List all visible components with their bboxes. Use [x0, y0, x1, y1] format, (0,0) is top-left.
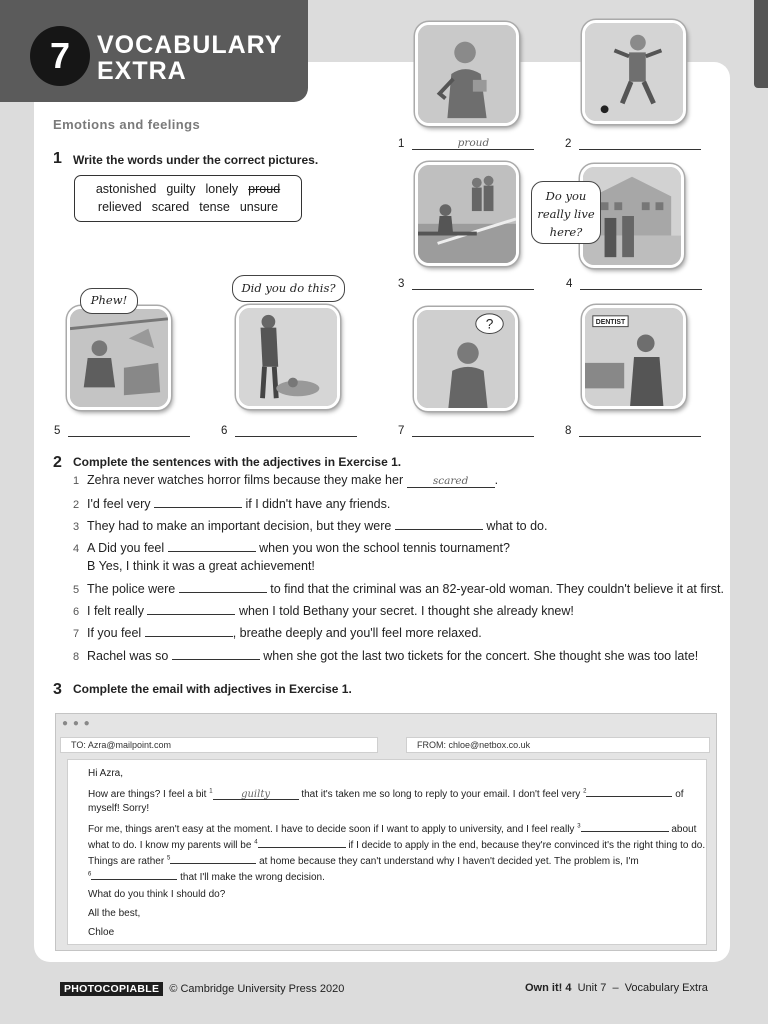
email-blank-3[interactable] — [581, 822, 669, 832]
email-sign-off: All the best, — [88, 908, 141, 919]
email-blank-1[interactable]: guilty — [213, 790, 299, 800]
email-line-4: what to do. I know my parents will be $^4$ if I decide to apply in the end, because they're convinced it's the right thing to do. — [88, 839, 706, 851]
answer-line-8[interactable] — [579, 424, 701, 437]
sentence-blank-8[interactable] — [172, 648, 260, 660]
picture-label-5: 5 — [54, 424, 190, 437]
word-bank-item: astonished — [95, 182, 157, 196]
exercise-2-number: 2 — [53, 454, 62, 471]
footer-section: Vocabulary Extra — [624, 982, 708, 994]
picture-2-scared-man-spider — [582, 20, 686, 124]
sentence-blank-4[interactable] — [168, 540, 256, 552]
speech-bubble-5: Phew! — [80, 288, 138, 314]
unit-header — [0, 0, 308, 102]
exercise-3-instruction: Complete the email with adjectives in Exercise 1. — [73, 682, 352, 696]
email-line-7: What do you think I should do? — [88, 889, 226, 900]
answer-line-6[interactable] — [235, 424, 357, 437]
answer-line-2[interactable] — [579, 137, 701, 150]
word-bank-item: unsure — [239, 200, 279, 214]
sentence-blank-2[interactable] — [154, 496, 242, 508]
word-bank-item: lonely — [205, 182, 239, 196]
picture-label-4: 4 — [566, 277, 702, 290]
email-blank-2[interactable] — [586, 787, 672, 797]
photocopiable-badge: PHOTOCOPIABLE — [60, 982, 163, 996]
sentence-blank-6[interactable] — [147, 603, 235, 615]
unit-title: VOCABULARY EXTRA — [97, 31, 283, 85]
sentence-1: 1 Zehra never watches horror films because they make her scared . — [73, 473, 499, 487]
word-bank-row-1 — [75, 180, 301, 198]
sentence-blank-7[interactable] — [145, 625, 233, 637]
unit-number-badge: 7 — [30, 26, 90, 86]
exercise-1-instruction: Write the words under the correct pictures. — [73, 153, 319, 167]
email-line-2: myself! Sorry! — [88, 803, 150, 814]
email-line-6: $^6$ that I'll make the wrong decision. — [88, 871, 325, 883]
email-line-3: For me, things aren't easy at the moment. I have to decide soon if I want to apply to university, and I feel really $^3$ about — [88, 823, 697, 835]
footer-left — [60, 982, 344, 996]
exercise-2-instruction: Complete the sentences with the adjectives in Exercise 1. — [73, 455, 402, 469]
email-blank-4[interactable] — [258, 838, 346, 848]
word-bank-item-used: proud — [248, 182, 281, 196]
sentence-8: 8 Rachel was so when she got the last two tickets for the concert. She thought she was too late! — [73, 649, 699, 663]
picture-8-tense-dentist — [582, 305, 686, 409]
email-to-field[interactable]: TO: Azra@mailpoint.com — [60, 737, 378, 753]
picture-5-relieved-boy — [67, 306, 171, 410]
picture-label-6: 6 — [221, 424, 357, 437]
answer-line-1[interactable]: proud — [412, 137, 534, 150]
exercise-1-number: 1 — [53, 150, 62, 167]
picture-label-3: 3 — [398, 277, 534, 290]
sentence-3: 3 They had to make an important decision, but they were what to do. — [73, 519, 548, 533]
picture-6-guilty-boy — [236, 305, 340, 409]
picture-label-7: 7 — [398, 424, 534, 437]
sentence-2: 2 I'd feel very if I didn't have any friends. — [73, 497, 391, 511]
footer-right: Own it! 4 Unit 7 – Vocabulary Extra — [525, 982, 708, 994]
word-bank-item: guilty — [166, 182, 196, 196]
answer-line-3[interactable] — [412, 277, 534, 290]
answer-line-4[interactable] — [580, 277, 702, 290]
email-line-1: How are things? I feel a bit $^1$ guilty that it's taken me so long to reply to your email. I don't feel very $^2$ of — [88, 788, 684, 800]
answer-line-7[interactable] — [412, 424, 534, 437]
picture-label-2: 2 — [565, 137, 701, 150]
page-edge-tab — [754, 0, 768, 88]
thought-question-mark: ? — [485, 316, 494, 332]
sentence-4b: B Yes, I think it was a great achievement! — [87, 559, 315, 573]
section-title: Emotions and feelings — [53, 117, 201, 132]
picture-3-lonely-girl — [415, 162, 519, 266]
email-greeting: Hi Azra, — [88, 768, 124, 779]
email-line-5: Things are rather $^5$ at home because they can't understand why I haven't decided yet. The problem is, I'm — [88, 855, 639, 867]
speech-bubble-6: Did you do this? — [232, 275, 345, 302]
word-bank-row-2 — [75, 198, 301, 216]
sentence-6: 6 I felt really when I told Bethany your secret. I thought she already knew! — [73, 604, 574, 618]
book-title: Own it! 4 — [525, 982, 572, 994]
sentence-blank-5[interactable] — [179, 581, 267, 593]
word-bank-item: scared — [151, 200, 190, 214]
speech-bubble-4: Do you really live here? — [531, 181, 601, 244]
window-controls: ● ● ● — [62, 718, 91, 729]
sentence-blank-1[interactable]: scared — [407, 476, 495, 488]
email-window — [55, 713, 717, 951]
email-blank-6[interactable] — [91, 870, 177, 880]
picture-1-proud-boy — [415, 22, 519, 126]
picture-7-unsure-girl — [414, 307, 518, 411]
dentist-sign: DENTIST — [595, 319, 626, 327]
email-body — [67, 759, 707, 945]
email-blank-5[interactable] — [170, 854, 256, 864]
sentence-4a: 4 A Did you feel when you won the school tennis tournament? — [73, 541, 510, 555]
sentence-7: 7 If you feel , breathe deeply and you'll feel more relaxed. — [73, 626, 482, 640]
word-bank-item: relieved — [97, 200, 142, 214]
picture-label-8: 8 — [565, 424, 701, 437]
email-signature: Chloe — [88, 927, 115, 938]
answer-line-5[interactable] — [68, 424, 190, 437]
copyright-text: © Cambridge University Press 2020 — [169, 983, 345, 995]
email-from-field[interactable]: FROM: chloe@netbox.co.uk — [406, 737, 710, 753]
word-bank-item: tense — [199, 200, 230, 214]
sentence-5: 5 The police were to find that the criminal was an 82-year-old woman. They couldn't believe it at first. — [73, 582, 724, 596]
sentence-blank-3[interactable] — [395, 518, 483, 530]
footer-unit: Unit 7 — [577, 982, 607, 994]
word-bank — [74, 175, 302, 222]
picture-label-1: 1 proud — [398, 137, 534, 150]
exercise-3-number: 3 — [53, 681, 62, 698]
